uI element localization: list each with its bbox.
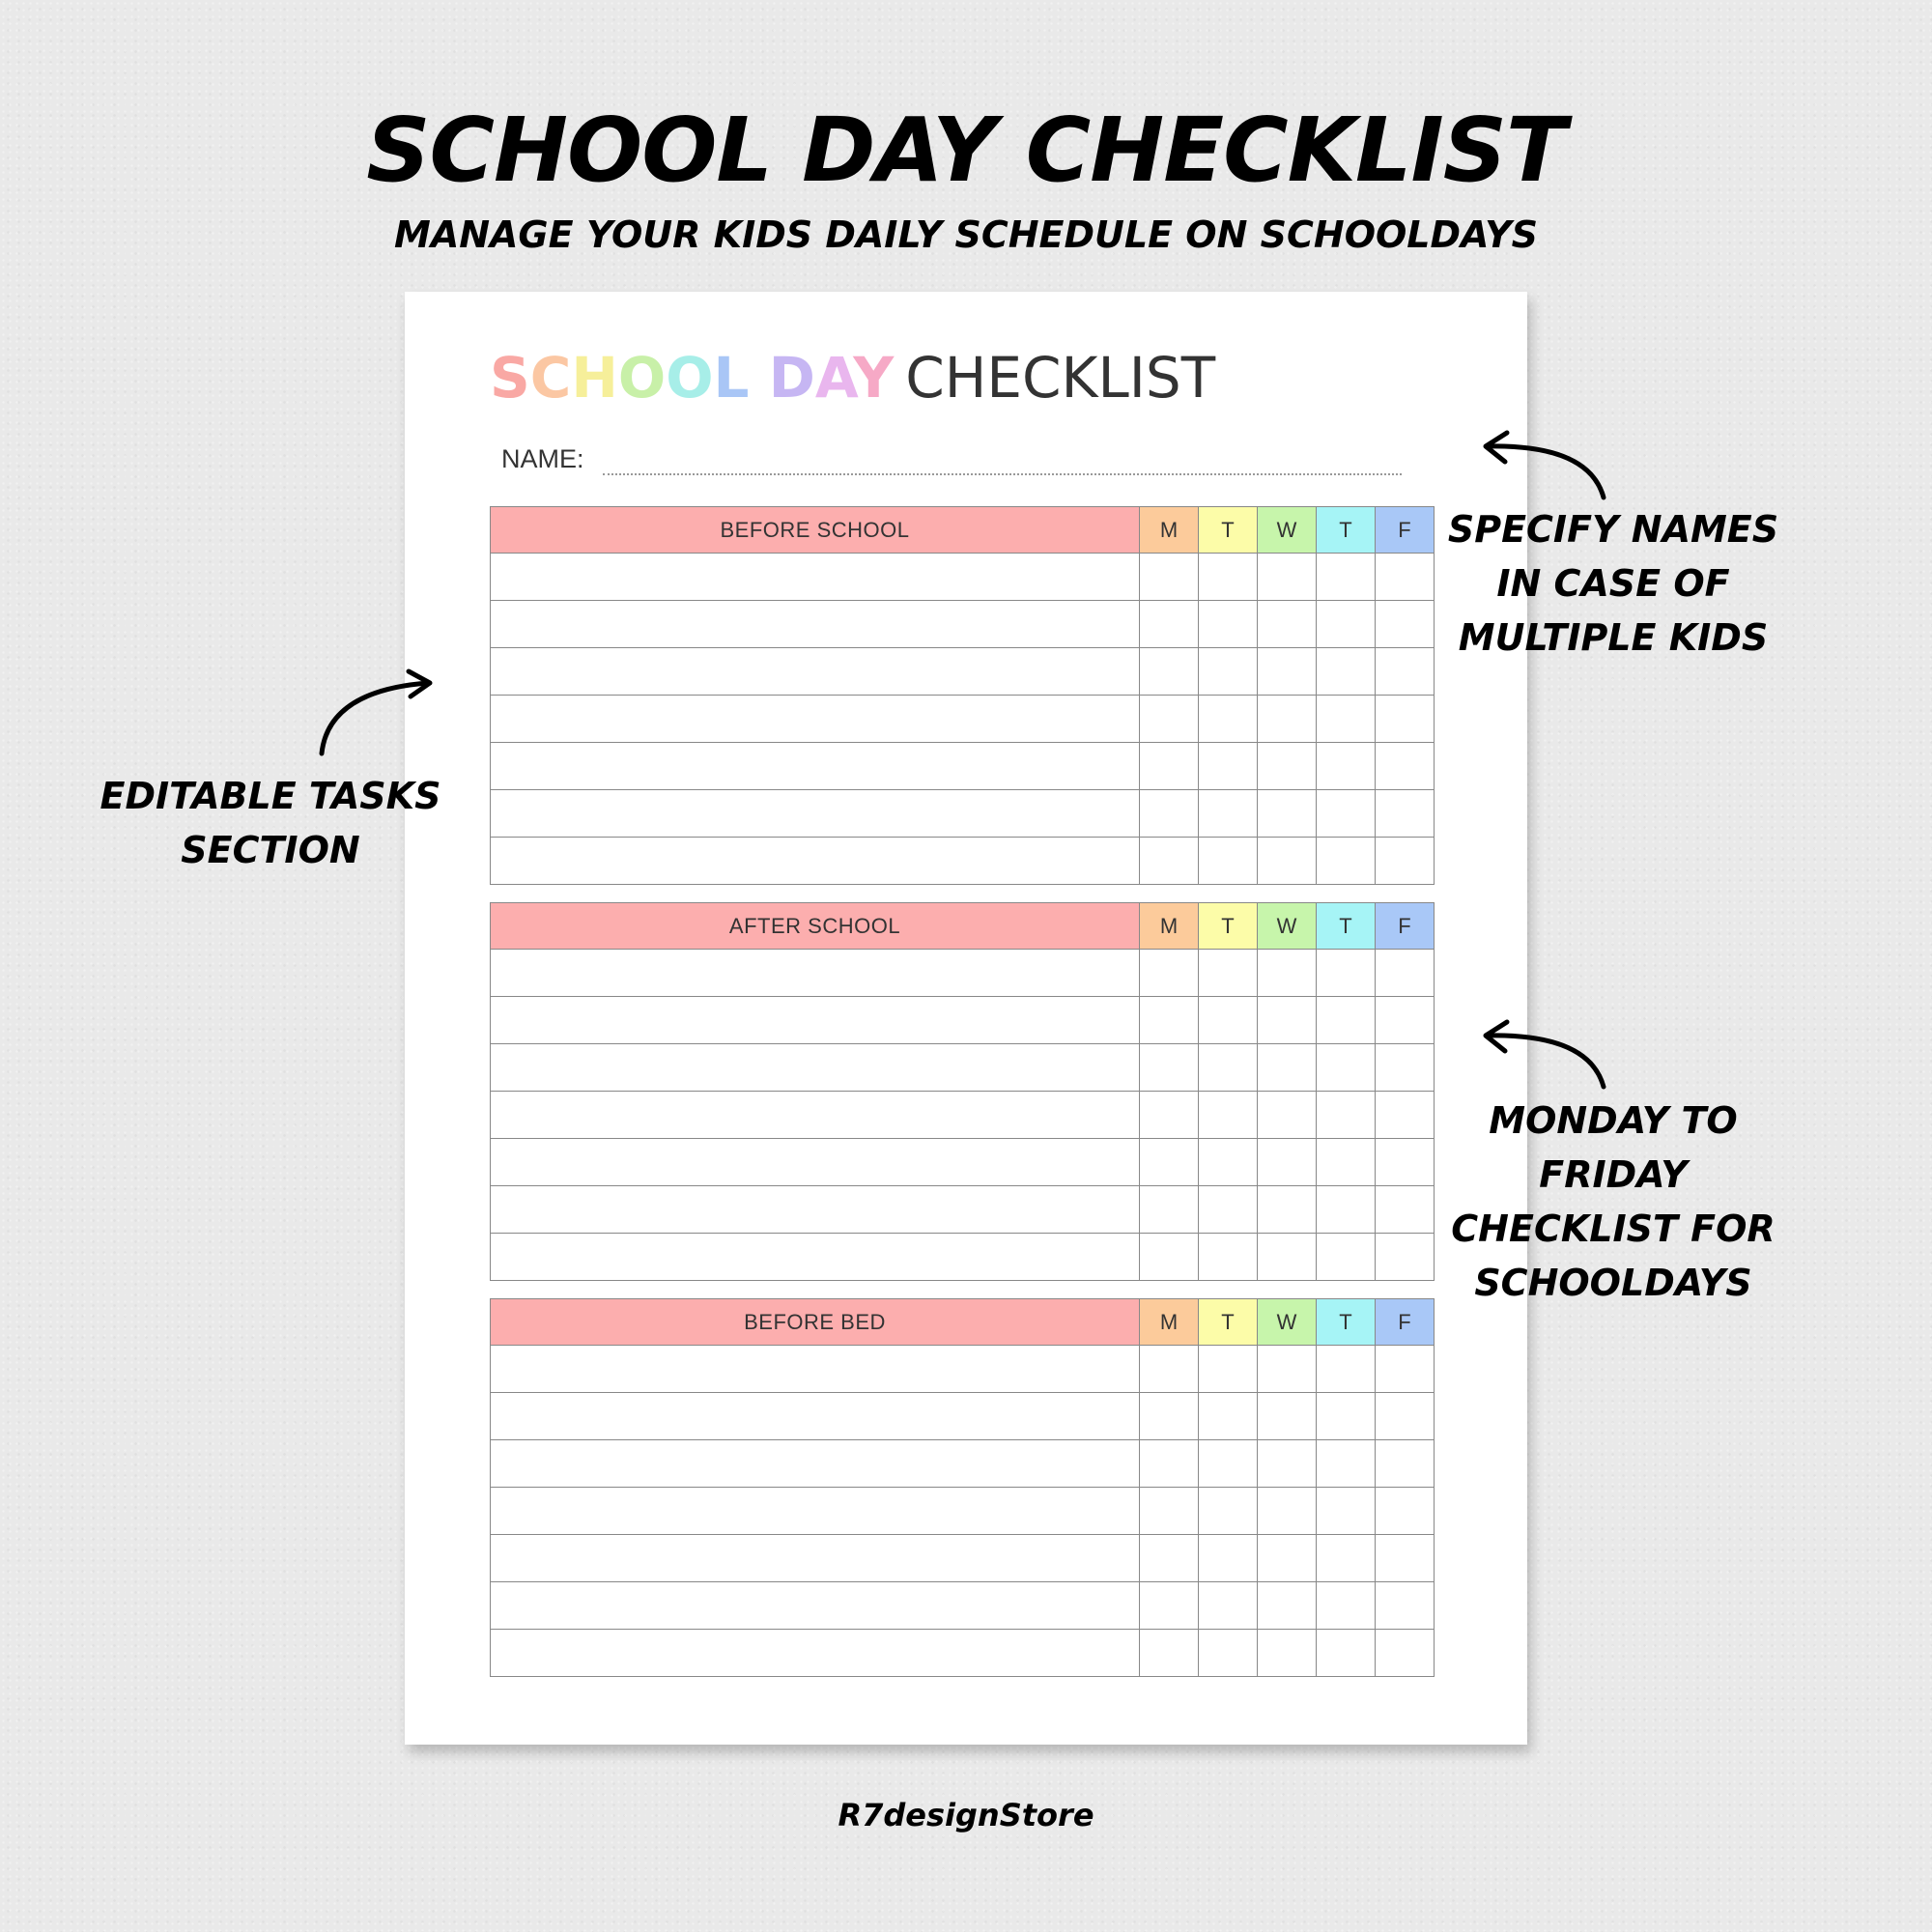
day-header: M <box>1140 902 1199 950</box>
task-row <box>490 790 1436 838</box>
checklist-section <box>490 902 1436 1281</box>
day-checkbox[interactable] <box>1140 1393 1199 1440</box>
day-checkbox[interactable] <box>1376 1582 1435 1630</box>
day-checkbox[interactable] <box>1258 1393 1317 1440</box>
day-checkbox[interactable] <box>1317 1488 1376 1535</box>
day-checkbox[interactable] <box>1258 554 1317 601</box>
day-header: F <box>1376 1298 1435 1346</box>
task-row <box>490 1393 1436 1440</box>
title-letter: C <box>529 345 572 411</box>
day-checkbox[interactable] <box>1258 1234 1317 1281</box>
day-checkbox[interactable] <box>1317 997 1376 1044</box>
title-letter: Y <box>853 345 895 411</box>
title-letter: S <box>490 345 530 411</box>
day-checkbox[interactable] <box>1258 1535 1317 1582</box>
day-checkbox[interactable] <box>1199 648 1258 696</box>
day-header: M <box>1140 1298 1199 1346</box>
day-checkbox[interactable] <box>1258 1139 1317 1186</box>
day-checkbox[interactable] <box>1376 997 1435 1044</box>
day-header: M <box>1140 506 1199 554</box>
day-checkbox[interactable] <box>1376 1044 1435 1092</box>
task-input[interactable] <box>490 648 1140 696</box>
day-checkbox[interactable] <box>1140 1440 1199 1488</box>
day-checkbox[interactable] <box>1317 601 1376 648</box>
day-checkbox[interactable] <box>1376 554 1435 601</box>
day-checkbox[interactable] <box>1199 1044 1258 1092</box>
day-checkbox[interactable] <box>1199 790 1258 838</box>
day-header: T <box>1317 1298 1376 1346</box>
task-row <box>490 838 1436 885</box>
day-header: T <box>1199 506 1258 554</box>
day-checkbox[interactable] <box>1376 601 1435 648</box>
day-checkbox[interactable] <box>1199 1488 1258 1535</box>
day-checkbox[interactable] <box>1140 1535 1199 1582</box>
task-row <box>490 1630 1436 1677</box>
day-checkbox[interactable] <box>1258 1044 1317 1092</box>
day-checkbox[interactable] <box>1258 950 1317 997</box>
title-letter: H <box>571 345 618 411</box>
sheet-title-plain: CHECKLIST <box>905 345 1216 411</box>
day-checkbox[interactable] <box>1199 1234 1258 1281</box>
day-checkbox[interactable] <box>1317 648 1376 696</box>
day-checkbox[interactable] <box>1199 1092 1258 1139</box>
day-header: T <box>1317 506 1376 554</box>
task-input[interactable] <box>490 1092 1140 1139</box>
task-row <box>490 648 1436 696</box>
day-checkbox[interactable] <box>1376 1630 1435 1677</box>
task-input[interactable] <box>490 790 1140 838</box>
day-checkbox[interactable] <box>1317 1440 1376 1488</box>
task-input[interactable] <box>490 1139 1140 1186</box>
day-checkbox[interactable] <box>1199 1393 1258 1440</box>
day-checkbox[interactable] <box>1317 696 1376 743</box>
day-checkbox[interactable] <box>1258 1186 1317 1234</box>
day-checkbox[interactable] <box>1317 1535 1376 1582</box>
task-input[interactable] <box>490 743 1140 790</box>
day-checkbox[interactable] <box>1317 1582 1376 1630</box>
task-input[interactable] <box>490 950 1140 997</box>
task-row <box>490 1488 1436 1535</box>
task-row <box>490 1139 1436 1186</box>
headline: SCHOOL DAY CHECKLIST <box>366 99 1566 202</box>
task-row <box>490 950 1436 997</box>
task-input[interactable] <box>490 1346 1140 1393</box>
task-row <box>490 554 1436 601</box>
day-checkbox[interactable] <box>1376 790 1435 838</box>
day-checkbox[interactable] <box>1376 1393 1435 1440</box>
arrow-icon <box>1478 1014 1613 1092</box>
task-row <box>490 601 1436 648</box>
section-header <box>490 506 1436 554</box>
section-header <box>490 902 1436 950</box>
day-checkbox[interactable] <box>1140 1630 1199 1677</box>
day-checkbox[interactable] <box>1140 601 1199 648</box>
arrow-icon <box>1478 425 1613 502</box>
day-checkbox[interactable] <box>1258 743 1317 790</box>
task-input[interactable] <box>490 1393 1140 1440</box>
arrow-icon <box>314 671 449 768</box>
day-checkbox[interactable] <box>1140 554 1199 601</box>
day-checkbox[interactable] <box>1140 997 1199 1044</box>
day-checkbox[interactable] <box>1199 838 1258 885</box>
title-letter: D <box>768 345 815 411</box>
day-checkbox[interactable] <box>1140 790 1199 838</box>
day-header: F <box>1376 506 1435 554</box>
day-checkbox[interactable] <box>1317 838 1376 885</box>
day-header: W <box>1258 902 1317 950</box>
task-row <box>490 1440 1436 1488</box>
task-row <box>490 1186 1436 1234</box>
task-input[interactable] <box>490 1630 1140 1677</box>
name-field[interactable] <box>603 473 1402 475</box>
day-checkbox[interactable] <box>1140 950 1199 997</box>
task-input[interactable] <box>490 838 1140 885</box>
day-header: T <box>1317 902 1376 950</box>
day-checkbox[interactable] <box>1199 743 1258 790</box>
day-checkbox[interactable] <box>1199 1440 1258 1488</box>
day-header: F <box>1376 902 1435 950</box>
callout-days: MONDAY TO FRIDAY CHECKLIST FOR SCHOOLDAYS <box>1451 1099 1776 1304</box>
task-row <box>490 743 1436 790</box>
day-checkbox[interactable] <box>1199 1186 1258 1234</box>
day-checkbox[interactable] <box>1258 1488 1317 1535</box>
checklist-sheet <box>405 292 1527 1745</box>
task-input[interactable] <box>490 1535 1140 1582</box>
day-header: T <box>1199 1298 1258 1346</box>
callout-tasks: EDITABLE TASKS SECTION <box>99 775 441 871</box>
task-input[interactable] <box>490 554 1140 601</box>
day-checkbox[interactable] <box>1140 838 1199 885</box>
day-checkbox[interactable] <box>1376 1440 1435 1488</box>
day-checkbox[interactable] <box>1317 554 1376 601</box>
day-checkbox[interactable] <box>1140 1186 1199 1234</box>
day-checkbox[interactable] <box>1199 696 1258 743</box>
task-row <box>490 1535 1436 1582</box>
day-checkbox[interactable] <box>1258 1630 1317 1677</box>
section-title: BEFORE SCHOOL <box>490 506 1140 554</box>
checklist-section <box>490 1298 1436 1677</box>
checklist-section <box>490 506 1436 885</box>
title-letter: L <box>713 345 750 411</box>
day-checkbox[interactable] <box>1140 1092 1199 1139</box>
day-checkbox[interactable] <box>1199 1346 1258 1393</box>
task-row <box>490 1044 1436 1092</box>
day-checkbox[interactable] <box>1376 950 1435 997</box>
task-row <box>490 997 1436 1044</box>
sheet-title-rainbow <box>490 345 894 411</box>
task-input[interactable] <box>490 1582 1140 1630</box>
day-checkbox[interactable] <box>1140 1044 1199 1092</box>
day-checkbox[interactable] <box>1199 1582 1258 1630</box>
day-checkbox[interactable] <box>1140 743 1199 790</box>
task-row <box>490 696 1436 743</box>
day-checkbox[interactable] <box>1140 1139 1199 1186</box>
day-checkbox[interactable] <box>1258 1582 1317 1630</box>
day-checkbox[interactable] <box>1258 1092 1317 1139</box>
day-checkbox[interactable] <box>1258 1346 1317 1393</box>
day-checkbox[interactable] <box>1199 554 1258 601</box>
section-header <box>490 1298 1436 1346</box>
day-checkbox[interactable] <box>1376 838 1435 885</box>
name-label: NAME: <box>501 444 584 473</box>
day-checkbox[interactable] <box>1258 790 1317 838</box>
task-row <box>490 1234 1436 1281</box>
day-checkbox[interactable] <box>1199 997 1258 1044</box>
day-checkbox[interactable] <box>1376 1488 1435 1535</box>
title-letter: A <box>814 345 854 411</box>
task-input[interactable] <box>490 1488 1140 1535</box>
day-checkbox[interactable] <box>1258 997 1317 1044</box>
day-checkbox[interactable] <box>1199 601 1258 648</box>
day-checkbox[interactable] <box>1317 950 1376 997</box>
section-title: AFTER SCHOOL <box>490 902 1140 950</box>
section-title: BEFORE BED <box>490 1298 1140 1346</box>
task-input[interactable] <box>490 1440 1140 1488</box>
day-checkbox[interactable] <box>1140 1234 1199 1281</box>
day-checkbox[interactable] <box>1140 696 1199 743</box>
day-checkbox[interactable] <box>1317 1044 1376 1092</box>
day-checkbox[interactable] <box>1317 790 1376 838</box>
task-input[interactable] <box>490 696 1140 743</box>
day-checkbox[interactable] <box>1258 601 1317 648</box>
day-checkbox[interactable] <box>1376 1346 1435 1393</box>
day-header: W <box>1258 506 1317 554</box>
task-input[interactable] <box>490 1186 1140 1234</box>
day-checkbox[interactable] <box>1317 1346 1376 1393</box>
day-checkbox[interactable] <box>1140 648 1199 696</box>
day-checkbox[interactable] <box>1317 1393 1376 1440</box>
day-checkbox[interactable] <box>1258 696 1317 743</box>
day-checkbox[interactable] <box>1199 1630 1258 1677</box>
brand-name: R7designStore <box>838 1797 1094 1833</box>
callout-names: SPECIFY NAMES IN CASE OF MULTIPLE KIDS <box>1447 508 1779 659</box>
day-checkbox[interactable] <box>1199 1139 1258 1186</box>
task-row <box>490 1582 1436 1630</box>
day-checkbox[interactable] <box>1258 1440 1317 1488</box>
task-row <box>490 1092 1436 1139</box>
day-checkbox[interactable] <box>1376 696 1435 743</box>
day-checkbox[interactable] <box>1376 743 1435 790</box>
task-input[interactable] <box>490 1044 1140 1092</box>
day-checkbox[interactable] <box>1317 1186 1376 1234</box>
day-checkbox[interactable] <box>1258 648 1317 696</box>
task-input[interactable] <box>490 997 1140 1044</box>
title-letter: O <box>666 345 714 411</box>
task-input[interactable] <box>490 1234 1140 1281</box>
day-checkbox[interactable] <box>1317 1092 1376 1139</box>
day-checkbox[interactable] <box>1376 648 1435 696</box>
title-letter <box>750 345 769 411</box>
day-checkbox[interactable] <box>1258 838 1317 885</box>
day-checkbox[interactable] <box>1317 1139 1376 1186</box>
day-checkbox[interactable] <box>1317 1630 1376 1677</box>
day-checkbox[interactable] <box>1140 1346 1199 1393</box>
task-input[interactable] <box>490 601 1140 648</box>
day-checkbox[interactable] <box>1199 950 1258 997</box>
day-header: T <box>1199 902 1258 950</box>
title-letter: O <box>617 345 667 411</box>
day-checkbox[interactable] <box>1317 1234 1376 1281</box>
day-checkbox[interactable] <box>1140 1488 1199 1535</box>
day-checkbox[interactable] <box>1199 1535 1258 1582</box>
subheadline: MANAGE YOUR KIDS DAILY SCHEDULE ON SCHOOLDAYS <box>394 213 1538 256</box>
sheet-title <box>490 345 1216 411</box>
day-checkbox[interactable] <box>1140 1582 1199 1630</box>
task-row <box>490 1346 1436 1393</box>
day-checkbox[interactable] <box>1317 743 1376 790</box>
day-checkbox[interactable] <box>1376 1535 1435 1582</box>
day-header: W <box>1258 1298 1317 1346</box>
